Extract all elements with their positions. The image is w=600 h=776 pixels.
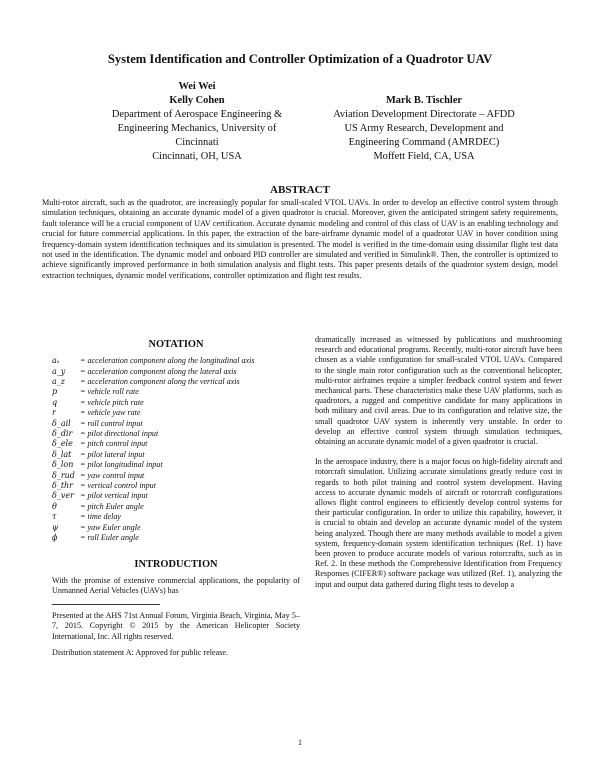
notation-item [52, 439, 300, 449]
notation-item [52, 419, 300, 429]
left-column [52, 340, 300, 664]
affiliation-line: US Army Research, Development and [344, 123, 504, 134]
page-number: 1 [298, 738, 302, 747]
notation-heading: NOTATION [148, 339, 204, 350]
notation-item [52, 377, 300, 387]
notation-symbol: δ_thr [52, 481, 74, 491]
affiliation-line: Aviation Development Directorate – AFDD [333, 109, 515, 120]
abstract-heading: ABSTRACT [270, 184, 330, 196]
notation-symbol: δ_ver [52, 491, 74, 501]
notation-symbol: a_y [52, 366, 66, 376]
notation-definition: = pilot directional input [80, 429, 159, 439]
notation-definition: = pitch control input [80, 439, 148, 449]
affiliation-line: Cincinnati [175, 137, 219, 148]
introduction-heading: INTRODUCTION [134, 558, 218, 570]
notation-item [52, 450, 300, 460]
abstract-text: Multi-rotor aircraft, such as the quadrotor, are increasingly popular for small-scaled VTOL UAVs. In order to develop an effective control system through simulation techniques, obtaining an accurate dynamic model of a given quadrotor is crucial. Moreover, given the anticipated stringent safety requirements, fault tolerance will be a crucial component of UAV certification. Accurate dynamic modeling and control of this class of UAV is an enabling technology and crucial for future commercial applications. In this paper, the extraction of the bare-airframe dynamic model of a quadrotor UAV in hover condition using frequency-domain system identification techniques and its simulation is presented. The model is verified in the time-domain using dissimilar flight test data not used in the identification. The dynamic model and onboard PID controller are simulated and verified in Simulink®. Then, the controller is optimized to achieve significantly improved performance in both simulation analysis and flight tests. This paper presents details of the quadrotor system design, model extraction techniques, dynamic model verifications, controller optimization and flight test results. [42, 198, 558, 280]
author-block-right [302, 94, 546, 164]
author-name: Wei Wei [178, 81, 216, 92]
notation-item [52, 512, 300, 522]
notation-symbol: δ_ail [52, 418, 71, 428]
notation-definition: = yaw Euler angle [80, 522, 141, 532]
notation-symbol: δ_ele [52, 439, 73, 449]
notation-item [52, 387, 300, 397]
notation-definition: = yaw control input [80, 470, 145, 480]
affiliation-line: Engineering Command (AMRDEC) [348, 137, 500, 148]
notation-item [52, 460, 300, 470]
notation-definition: = roll Euler angle [80, 533, 139, 543]
notation-symbol: a_z [52, 377, 65, 387]
notation-definition: = pitch Euler angle [80, 501, 144, 511]
notation-symbol: δ_rud [52, 470, 75, 480]
notation-item [52, 491, 300, 501]
notation-definition: = time delay [80, 512, 121, 522]
notation-item [52, 356, 300, 366]
notation-definition: = acceleration component along the longitudinal axis [80, 356, 255, 366]
notation-symbol: r [52, 408, 56, 418]
notation-list [52, 356, 300, 543]
author-name: Mark B. Tischler [385, 95, 463, 106]
notation-item [52, 398, 300, 408]
notation-symbol: τ [52, 512, 57, 522]
notation-item [52, 429, 300, 439]
notation-symbol: q [52, 397, 58, 407]
notation-definition: = pilot longitudinal input [80, 460, 163, 470]
notation-symbol: θ [52, 501, 57, 511]
notation-symbol: ψ [52, 522, 59, 532]
affiliation-line: Engineering Mechanics, University of [117, 123, 277, 134]
notation-definition: = pilot lateral input [80, 449, 145, 459]
affiliation-line: Department of Aerospace Engineering & [111, 109, 283, 120]
notation-symbol: δ_lon [52, 460, 74, 470]
affiliation-line: Cincinnati, OH, USA [152, 151, 242, 162]
notation-item [52, 502, 300, 512]
notation-symbol: δ_dir [52, 429, 73, 439]
notation-item [52, 408, 300, 418]
notation-symbol: ϕ [52, 533, 58, 543]
notation-definition: = roll control input [80, 418, 143, 428]
author-block-left [86, 80, 308, 164]
introduction-paragraph-2: In the aerospace industry, there is a major focus on high-fidelity aircraft and rotorcraft simulation. Utilizing accurate simulations greatly reduce cost in regards to both pilot training and control system development. Having access to accurate dynamic models of aircraft or rotorcraft configurations allows flight control engineers to efficiently develop control systems for their particular configuration. In order to utilize this capability, however, it is crucial to obtain and develop an accurate dynamic model of the system being analyzed. Though there are many methods available to model a given system, frequency-domain system identification techniques (Ref. 1) have been proven to produce accurate models of various rotorcrafts, such as in Ref. 2. In these methods the Comprehensive Identification from Frequency Responses (CIFER®) software package was utilized (Ref. 1), analyzing the input and output data gathered during flight tests to develop a [315, 457, 562, 589]
introduction-text-left: With the promise of extensive commercial applications, the popularity of Unmanned Aerial Vehicles (UAVs) has [52, 575, 300, 595]
author-name: Kelly Cohen [169, 95, 225, 106]
notation-definition: = acceleration component along the lateral axis [80, 366, 237, 376]
notation-symbol: aₓ [52, 356, 60, 366]
notation-definition: = pilot vertical input [80, 491, 148, 501]
right-column [315, 335, 562, 590]
notation-definition: = acceleration component along the vertical axis [80, 377, 240, 387]
notation-definition: = vehicle roll rate [80, 387, 139, 397]
affiliation-line: Moffett Field, CA, USA [373, 151, 475, 162]
notation-item [52, 533, 300, 543]
notation-symbol: δ_lat [52, 449, 72, 459]
notation-item [52, 471, 300, 481]
footnote-distribution: Distribution statement A: Approved for public release. [52, 647, 228, 657]
notation-definition: = vertical control input [80, 481, 156, 491]
footnote-divider [52, 604, 160, 605]
notation-item [52, 367, 300, 377]
notation-item [52, 523, 300, 533]
notation-definition: = vehicle yaw rate [80, 408, 141, 418]
introduction-paragraph-1: dramatically increased as witnessed by publications and mushrooming research and educational programs. Recently, multi-rotor aircraft have been chosen as a viable configuration for small-scaled VTOL UAVs. Compared to the single main rotor configuration such as the conventional helicopter, multi-rotor airframes require a simpler feedback control system and fewer mechanical parts. These characteristics make these UAV platforms, such as quadrotors, a rugged and competitive candidate for many applications in both military and civil areas. Due to its configuration and relative size, the small quadrotor UAV system is inherently very unstable. In order to develop an effective control system through simulation techniques, obtaining an accurate dynamic model of a given quadrotor is crucial. [315, 335, 562, 447]
notation-definition: = vehicle pitch rate [80, 397, 144, 407]
footnote-forum: Presented at the AHS 71st Annual Forum, Virginia Beach, Virginia, May 5–7, 2015. Copyright © 2015 by the American Helicopter Society International, Inc. All rights reserved. [52, 611, 300, 641]
notation-symbol: p [52, 387, 58, 397]
paper-title: System Identification and Controller Optimization of a Quadrotor UAV [107, 52, 493, 66]
notation-item [52, 481, 300, 491]
